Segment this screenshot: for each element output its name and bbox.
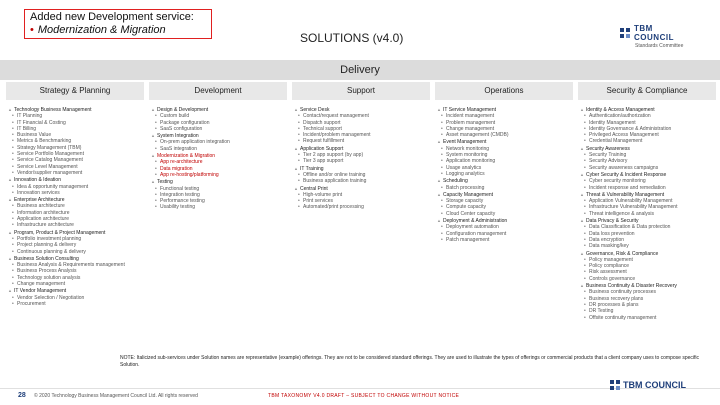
- solution-name: ▲ Scheduling: [437, 178, 571, 184]
- solution-name: ▲ Business Solution Consulting: [8, 256, 142, 262]
- sub-service-item: • Application Vulnerability Management: [580, 198, 714, 204]
- solution-name: ▲ Business Continuity & Disaster Recovery: [580, 283, 714, 289]
- sub-service-item: • Policy compliance: [580, 263, 714, 269]
- column-header: Security & Compliance: [578, 82, 716, 100]
- sub-service-item: • Package configuration: [151, 120, 285, 126]
- solution-name: ▲ Design & Development: [151, 107, 285, 113]
- solution-name: ▲ Technology Business Management: [8, 107, 142, 113]
- sub-service-item: • Cloud Center capacity: [437, 211, 571, 217]
- column-header: Support: [292, 82, 430, 100]
- sub-service-item: • Procurement: [8, 301, 142, 307]
- solution-name: ▲ Data Privacy & Security: [580, 218, 714, 224]
- sub-service-item: • Technology solution analysis: [8, 275, 142, 281]
- solution-name: ▲ Program, Product & Project Management: [8, 230, 142, 236]
- solution-name: ▲ Application Support: [294, 146, 428, 152]
- sub-service-item: • Incident management: [437, 113, 571, 119]
- sub-service-item: • Custom build: [151, 113, 285, 119]
- sub-service-item: • Data loss prevention: [580, 231, 714, 237]
- sub-service-item: • Authentication/authorization: [580, 113, 714, 119]
- solution-name: ▲ Event Management: [437, 139, 571, 145]
- sub-service-item: • SaaS integration: [151, 146, 285, 152]
- sub-service-item: • Data Classification & Data protection: [580, 224, 714, 230]
- sub-service-item: • Deployment automation: [437, 224, 571, 230]
- sub-service-item: • Cyber security monitoring: [580, 178, 714, 184]
- column-header: Operations: [435, 82, 573, 100]
- change-callout: [24, 9, 212, 39]
- solution-name: ▲ Innovation & Ideation: [8, 177, 142, 183]
- sub-service-item: • Innovation services: [8, 190, 142, 196]
- sub-service-item: • Dispatch support: [294, 120, 428, 126]
- sub-service-item: • IT Planning: [8, 113, 142, 119]
- sub-service-item: • DR processes & plans: [580, 302, 714, 308]
- solution-name: ▲ Modernization & Migration: [151, 153, 285, 159]
- sub-service-item: • Infrastructure architecture: [8, 222, 142, 228]
- sub-service-item: • System monitoring: [437, 152, 571, 158]
- footnote: NOTE: Italicized sub-services under Solution names are representative (example) offerings. They are not to be considered standard offerings. They are used to illustrate the types of offerings or commercial products that a client company uses to compose specific Solution.: [120, 355, 699, 368]
- solution-column: [437, 106, 571, 243]
- sub-service-item: • Configuration management: [437, 231, 571, 237]
- sub-service-item: • Service Portfolio Management: [8, 151, 142, 157]
- sub-service-item: • Offsite continuity management: [580, 315, 714, 321]
- solution-name: ▲ Central Print: [294, 186, 428, 192]
- sub-service-item: • Tier 2 app support (by app): [294, 152, 428, 158]
- sub-service-item: • Information architecture: [8, 210, 142, 216]
- sub-service-item: • IT Billing: [8, 126, 142, 132]
- sub-service-item: • Business architecture: [8, 203, 142, 209]
- column-header: Strategy & Planning: [6, 82, 144, 100]
- sub-service-item: • DR Testing: [580, 308, 714, 314]
- sub-service-item: • Asset management (CMDB): [437, 132, 571, 138]
- sub-service-item: • Identity Governance & Administration: [580, 126, 714, 132]
- solution-name: ▲ Security Awareness: [580, 146, 714, 152]
- sub-service-item: • Vendor/supplier management: [8, 170, 142, 176]
- solution-column: [151, 106, 285, 211]
- sub-service-item: • Continuous planning & delivery: [8, 249, 142, 255]
- solution-name: ▲ Capacity Management: [437, 192, 571, 198]
- solution-column: [294, 106, 428, 211]
- solution-name: ▲ Governance, Risk & Compliance: [580, 251, 714, 257]
- sub-service-item: • Data masking/key: [580, 243, 714, 249]
- footer-logo-name: TBM COUNCIL: [623, 380, 686, 390]
- sub-service-item: • Patch management: [437, 237, 571, 243]
- sub-service-item: • Technical support: [294, 126, 428, 132]
- sub-service-item: • Tier 3 app support: [294, 158, 428, 164]
- sub-service-item: • Strategy Management (TBM): [8, 145, 142, 151]
- sub-service-item: • Business Value: [8, 132, 142, 138]
- logo-name: TBM COUNCIL: [634, 24, 674, 42]
- sub-service-item: • Business application training: [294, 178, 428, 184]
- sub-service-item: • Idea & opportunity management: [8, 184, 142, 190]
- column-header: Development: [149, 82, 287, 100]
- callout-line-1: Added new Development service:: [30, 11, 194, 23]
- sub-service-item: • Service Level Management: [8, 164, 142, 170]
- tbm-council-logo: [620, 24, 690, 48]
- sub-service-item: • Data migration: [151, 166, 285, 172]
- sub-service-item: • Functional testing: [151, 186, 285, 192]
- sub-service-item: • Infrastructure Vulnerability Management: [580, 204, 714, 210]
- sub-service-item: • High-volume print: [294, 192, 428, 198]
- solution-name: ▲ System Integration: [151, 133, 285, 139]
- footer-logo: [610, 380, 686, 390]
- sub-service-item: • Logging analytics: [437, 171, 571, 177]
- sub-service-item: • Business recovery plans: [580, 296, 714, 302]
- sub-service-item: • Vendor Selection / Negotiation: [8, 295, 142, 301]
- solution-name: ▲ IT Service Management: [437, 107, 571, 113]
- sub-service-item: • Compute capacity: [437, 204, 571, 210]
- sub-service-item: • Performance testing: [151, 198, 285, 204]
- sub-service-item: • Controls governance: [580, 276, 714, 282]
- sub-service-item: • App re-hosting/platforming: [151, 172, 285, 178]
- sub-service-item: • SaaS configuration: [151, 126, 285, 132]
- sub-service-item: • On-prem application integration: [151, 139, 285, 145]
- solution-name: ▲ Service Desk: [294, 107, 428, 113]
- sub-service-item: • Metrics & Benchmarking: [8, 138, 142, 144]
- solution-name: ▲ Identity & Access Management: [580, 107, 714, 113]
- solution-name: ▲ IT Vendor Management: [8, 288, 142, 294]
- solution-name: ▲ Deployment & Administration: [437, 218, 571, 224]
- sub-service-item: • Contact/request management: [294, 113, 428, 119]
- sub-service-item: • Batch processing: [437, 185, 571, 191]
- page-number: 28: [18, 392, 26, 399]
- sub-service-item: • Request fulfillment: [294, 138, 428, 144]
- footer-logo-icon: [610, 380, 620, 390]
- solution-name: ▲ Threat & Vulnerability Management: [580, 192, 714, 198]
- draft-notice: TBM TAXONOMY V4.0 DRAFT – SUBJECT TO CHANGE WITHOUT NOTICE: [268, 393, 460, 399]
- callout-line-2: Modernization & Migration: [37, 24, 166, 36]
- sub-service-item: • App re-architecture: [151, 159, 285, 165]
- solution-column: [8, 106, 142, 307]
- sub-service-item: • Policy management: [580, 257, 714, 263]
- sub-service-item: • Portfolio investment planning: [8, 236, 142, 242]
- sub-service-item: • Privileged Access Management: [580, 132, 714, 138]
- sub-service-item: • Change management: [8, 281, 142, 287]
- sub-service-item: • Credential Management: [580, 138, 714, 144]
- solution-name: ▲ IT Training: [294, 166, 428, 172]
- sub-service-item: • Storage capacity: [437, 198, 571, 204]
- sub-service-item: • Network monitoring: [437, 146, 571, 152]
- logo-subtitle: Standards Committee: [635, 43, 684, 49]
- sub-service-item: • Application architecture: [8, 216, 142, 222]
- solution-column: [580, 106, 714, 321]
- sub-service-item: • Service Catalog Management: [8, 157, 142, 163]
- sub-service-item: • Business continuity processes: [580, 289, 714, 295]
- sub-service-item: • Application monitoring: [437, 158, 571, 164]
- sub-service-item: • Usage analytics: [437, 165, 571, 171]
- solution-name: ▲ Enterprise Architecture: [8, 197, 142, 203]
- copyright-text: © 2020 Technology Business Management Council Ltd. All rights reserved: [34, 393, 198, 399]
- sub-service-item: • Incident response and remediation: [580, 185, 714, 191]
- sub-service-item: • Incident/problem management: [294, 132, 428, 138]
- sub-service-item: • Business Process Analysis: [8, 268, 142, 274]
- callout-bullet: •: [30, 24, 34, 36]
- sub-service-item: • Threat intelligence & analysis: [580, 211, 714, 217]
- sub-service-item: • Business Analysis & Requirements management: [8, 262, 142, 268]
- sub-service-item: • Project planning & delivery: [8, 242, 142, 248]
- solution-name: ▲ Testing: [151, 179, 285, 185]
- sub-service-item: • Identity Management: [580, 120, 714, 126]
- sub-service-item: • Offline and/or online training: [294, 172, 428, 178]
- sub-service-item: • Change management: [437, 126, 571, 132]
- sub-service-item: • Print services: [294, 198, 428, 204]
- sub-service-item: • Security Training: [580, 152, 714, 158]
- solution-name: ▲ Cyber Security & Incident Response: [580, 172, 714, 178]
- sub-service-item: • Risk assessment: [580, 269, 714, 275]
- delivery-band: Delivery: [0, 60, 720, 80]
- page-title: SOLUTIONS (v4.0): [300, 31, 404, 45]
- sub-service-item: • Security awareness campaigns: [580, 165, 714, 171]
- sub-service-item: • IT Financial & Costing: [8, 120, 142, 126]
- sub-service-item: • Problem management: [437, 120, 571, 126]
- logo-mark-icon: [620, 28, 630, 39]
- sub-service-item: • Integration testing: [151, 192, 285, 198]
- sub-service-item: • Security Advisory: [580, 158, 714, 164]
- sub-service-item: • Usability testing: [151, 204, 285, 210]
- sub-service-item: • Data encryption: [580, 237, 714, 243]
- sub-service-item: • Automated/print processing: [294, 204, 428, 210]
